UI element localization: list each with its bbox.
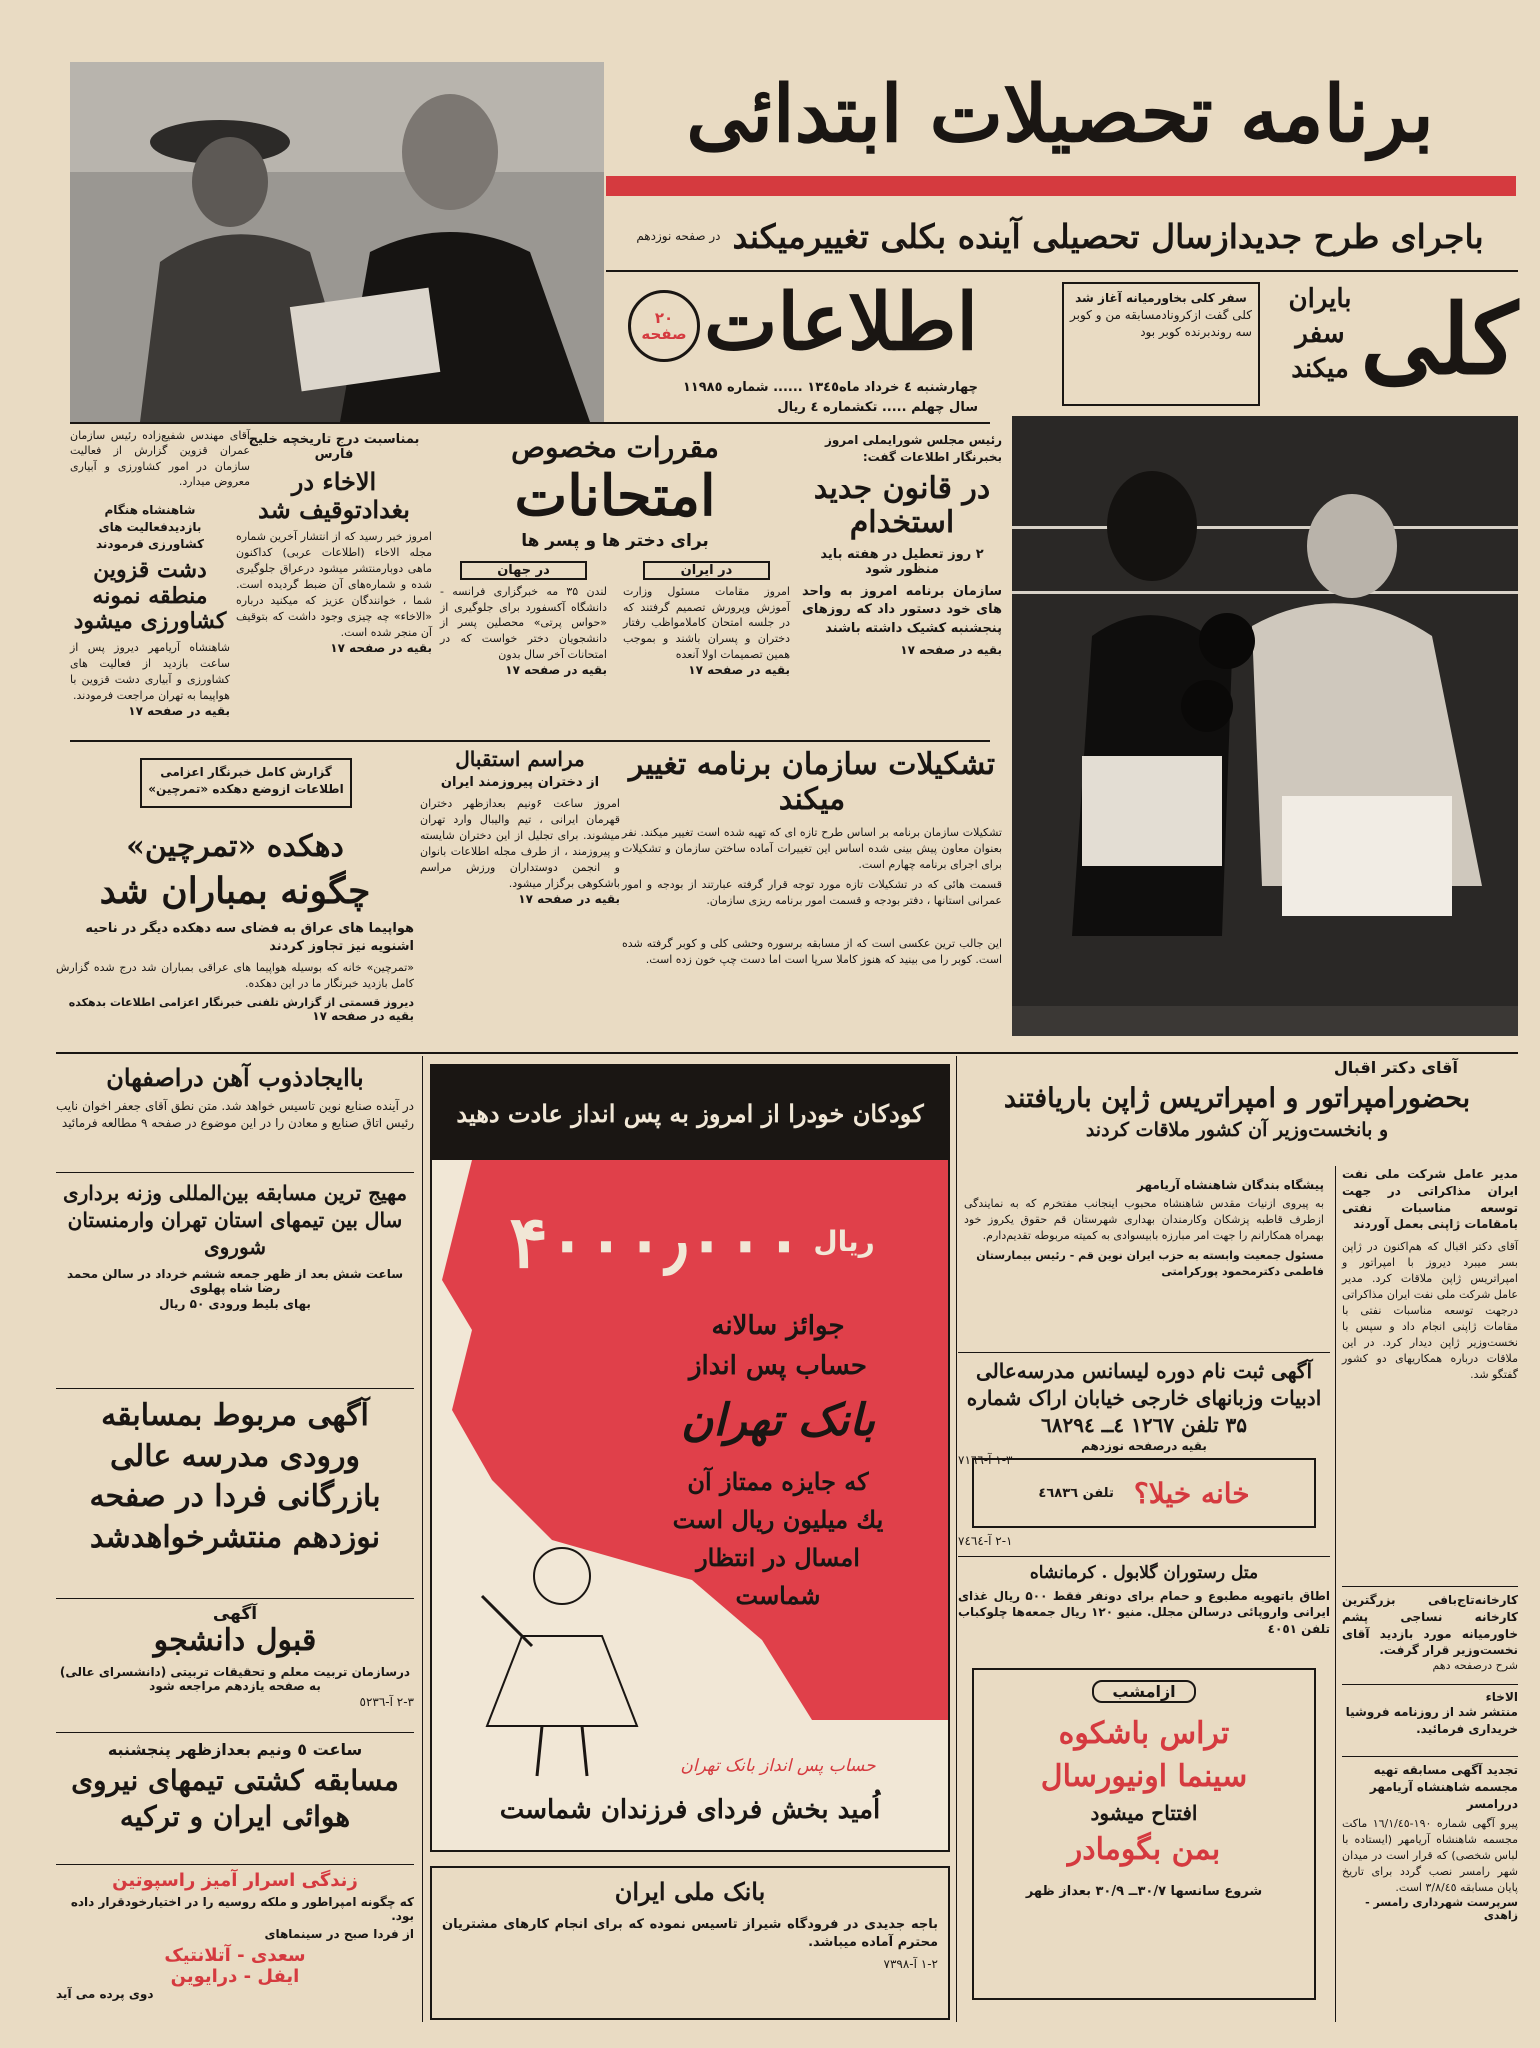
exams-title-top: مقررات مخصوص — [511, 431, 719, 464]
divider — [1342, 1756, 1518, 1757]
employment-title: در قانون جدید استخدام — [813, 470, 991, 541]
bank-ad-brand: بانک تهران — [681, 1395, 875, 1446]
emperor-kicker: آقای دکتر اقبال — [1333, 1058, 1458, 1077]
reception-body: امروز ساعت ۶ونیم بعدازظهر دختران قهرمان ایرانی ، تیم والیبال وارد تهران میشوند. برای تجلیل از این دختران شایسته و پیروزمند ، از طرف مجله اطلاعات بانوان و انجمن دوستداران ورزش مراسم باشکوهی برگزار میشود. — [420, 797, 620, 890]
continued-note: بقیه در صفحه ۱۷ — [505, 663, 607, 678]
tamarchin-bullet1: هواپیما های عراق به فضای سه دهکده دیگر در ناحیه اشنویه نیز تجاوز کردند — [85, 920, 414, 955]
motel-body: اطاق باتهویه مطبوع و حمام برای دونفر فقط ۵۰۰ ریال غذای ایرانی واروپائی درسالن مجلل. منیو ۱۲۰ ریال جمعه‌ها چلوکباب تلفن ٤٠٥۱ — [958, 1588, 1330, 1637]
statue-title: تجدید آگهی مسابقه تهیه مجسمه شاهنشاه آریامهر دررامسر — [1369, 1763, 1518, 1811]
column-rule — [1335, 1166, 1336, 2022]
bank-tehran-ad — [430, 1064, 950, 1852]
alekha-side-body: منتشر شد از روزنامه فروشیا خریداری فرمائید. — [1345, 1705, 1518, 1736]
tamarchin-body: «تمرچین» خانه که بوسیله هواپیما های عراقی بمباران شد درج شده گزارش کامل بازدید خبرنگار ما در این دهکده. — [56, 961, 414, 991]
bank-ad-currency: ریال — [813, 1224, 875, 1258]
exams-iran-body: امروز مقامات مسئول وزارت آموزش وپرورش تصمیم گرفتند که در جلسه امتحان کاملامواظب رفتار دختران و پسران باشند و بموجب همین تصمیمات اولا آنعده — [623, 584, 790, 662]
license-title: آگهی ثبت نام دوره لیسانس مدرسه‌عالی ادبیات وزبانهای خارجی خیابان اراک شماره ۳۵ تلفن ۱۲٦۷ ٤ــ ٦۸۲۹٤ — [966, 1359, 1322, 1437]
weightlifting-story — [56, 1180, 414, 1330]
alekha-title: الاخاء در بغدادتوقیف شد — [258, 467, 410, 524]
rasputin-ad — [56, 1870, 414, 2020]
melli-code: ۱-۲ آ-۷۳۹۸ — [883, 1957, 938, 1972]
exams-world-body: لندن ۳۵ مه خبرگزاری فرانسه - دانشگاه آکسفورد برای جلوگیری از «حواس پرتی» محصلین پسر از دانشجویان دختر خواست که در امتحانات آخر سال بدون — [440, 584, 607, 662]
employment-story — [802, 432, 1002, 732]
plan-org-title: تشکیلات سازمان برنامه تغییر میکند — [628, 747, 996, 817]
motel-title: متل رستوران گلابول . کرمانشاه — [1029, 1563, 1259, 1583]
tamarchin-title2: چگونه بمباران شد — [99, 869, 371, 912]
bank-melli-ad — [430, 1866, 950, 2020]
tamarchin-title1: دهکده «تمرچین» — [126, 829, 344, 864]
statue-body: پیرو آگهی شماره ۱۹۰-۱٦/۱/٤٥ ماکت مجسمه شاهنشاه آریامهر (ایستاده با لباس شخصی) که قرار است در میدان شهر رامسر نصب گردد برای تاریخ پایان مسابقه ۳/۸/٤٥ است. — [1342, 1817, 1518, 1895]
continued-note: بقیه در صفحه ۱۷ — [128, 704, 230, 719]
kelly-title: کلی — [1360, 283, 1518, 396]
boxing-photo — [1012, 416, 1518, 1036]
rasputin-body2: از فردا صبح در سینماهای — [264, 1927, 414, 1941]
admission-body: درسازمان تربیت معلم و تحقیقات تربیتی (دانشسرای عالی) به صفحه یازدهم مراجعه شود — [59, 1664, 411, 1693]
hospital-sign: مسئول جمعیت وابسته به حزب ایران نوین قم - رئیس بیمارستان فاطمی دکترمحمود پورکرامتی — [976, 1248, 1324, 1278]
exams-tab-iran: در ایران — [643, 561, 770, 580]
kelly-box-text: کلی گفت ازکرونادمسابقه من و کوبر سه روندبرنده کوبر بود — [1070, 307, 1252, 339]
qazvin-kicker: شاهنشاه هنگام بازدیدفعالیت های کشاورزی فرمودند — [95, 503, 205, 551]
divider — [70, 740, 990, 742]
tonight-line3: افتتاح میشود — [1090, 1801, 1198, 1825]
alekha-kicker: بمناسبت درج تاریخچه خلیج فارس — [248, 432, 420, 462]
continued-note: بقیه در صفحه ۱۷ — [688, 663, 790, 678]
emperor-subtitle: و بانخست‌وزیر آن کشور ملاقات کردند — [1085, 1119, 1389, 1142]
reception-subtitle: از دختران پیروزمند ایران — [440, 775, 600, 790]
weightlifting-price: بهای بلیط ورودی ۵۰ ریال — [159, 1297, 311, 1311]
boxing-photo-caption: این جالب ترین عکسی است که از مسابقه برسوره وحشی کلی و کوبر گرفته شده است. کوبر را می بینید که هنوز کاملا سرپا است اما دست چپ خون زده است. — [622, 937, 1002, 966]
bank-ad-banner: کودکان خودرا از امروز به پس انداز عادت دهید — [432, 1066, 948, 1160]
admission-kicker: آگهی — [212, 1604, 258, 1624]
top-photo — [70, 62, 604, 422]
qazvin-title: دشت قزوین منطقه نمونه کشاورزی میشود — [73, 557, 227, 634]
divider — [56, 1388, 414, 1389]
reception-title: مراسم استقبال — [455, 747, 585, 771]
emperor-title: بحضورامپراتور و امپراتریس ژاپن باریافتند — [1003, 1083, 1471, 1114]
bank-ad-amount: ۴۰۰۰٫۰۰۰ — [509, 1198, 804, 1284]
rasputin-note: دوی پرده می آید — [56, 1987, 154, 2001]
continued-note: بقیه در صفحه ۱۷ — [312, 1009, 414, 1024]
melli-title: بانک ملی ایران — [614, 1877, 766, 1906]
continued-note: بقیه در صفحه ۱۷ — [518, 891, 620, 906]
exams-story — [440, 432, 790, 732]
plan-org-body: تشکیلات سازمان برنامه بر اساس طرح تازه ای که تهیه شده است تغییر میکند. نفر بعنوان معاون پیش بینی شده اساس این تغییرات آماده ساختن سازمان و تشکیلات برای اجرای برنامه چهارم است. — [622, 826, 1002, 871]
column-rule — [422, 1056, 423, 2022]
continued-note: بقیه در صفحه ۱۷ — [900, 643, 1002, 658]
continued-note: بقیه در صفحه ۱۷ — [330, 640, 432, 655]
headline-red-bar — [606, 176, 1516, 196]
masthead — [610, 278, 978, 418]
khaneh-ad — [972, 1458, 1316, 1528]
bank-ad-line2: حساب پس انداز — [688, 1351, 868, 1381]
bank-ad-prize2: یك میلیون ریال است — [672, 1505, 884, 1534]
kelly-box — [1062, 282, 1260, 406]
divider — [56, 1732, 414, 1733]
dateline: چهارشنبه ٤ خرداد ماه۱۳٤٥ ...... شماره ۱۱۹۸٥ — [682, 380, 978, 395]
nasaji-continued: شرح درصفحه دهم — [1432, 1659, 1518, 1673]
employment-kicker: رئیس مجلس شورایملی امروز بخبرنگار اطلاعات گفت: — [824, 433, 1002, 464]
alekha-side — [1342, 1690, 1518, 1760]
alekha-side-title: الاخاء — [1485, 1690, 1518, 1704]
admission-ad — [56, 1604, 414, 1724]
admission-title: قبول دانشجو — [153, 1623, 317, 1658]
bank-ad-prize1: که جایزه ممتاز آن — [687, 1467, 869, 1496]
admission-code: ۲-۳ آ-٥۲۳٦ — [359, 1694, 414, 1709]
alekha-body: امروز خبر رسید که از انتشار آخرین شماره مجله الاخاء (اطلاعات عربی) کداکنون ماهی دوبارمنتشر میشود درعراق جلوگیری شده و شماره‌های آن ضبط گردیده است. شما ، خوانندگان عزیز که میکنید درباره «الاخاء» چه چیزی وجود داشت که بتوقیف آن منجر شده است. — [236, 530, 432, 639]
tonight-ad — [972, 1668, 1316, 2000]
bank-ad-amount-row — [472, 1186, 912, 1296]
license-code: ۱-۳ آ-۷۱٦٦ — [958, 1453, 1013, 1467]
nasaji-text: کارخانه‌تاج‌بافی بزرگترین کارخانه نساجی پشم خاورمیانه مورد بازدید آقای نخست‌وزیر قرار گرفت. — [1342, 1593, 1518, 1658]
divider — [958, 1352, 1330, 1353]
statue-sign: سرپرست شهرداری رامسر - زاهدی — [1365, 1896, 1518, 1923]
divider — [56, 1172, 414, 1173]
tonight-line4: بمن بگومادر — [1067, 1832, 1221, 1867]
divider — [70, 422, 990, 424]
bank-ad-prize4: شماست — [735, 1581, 821, 1610]
year-line: سال چهلم ..... تکشماره ٤ ریال — [777, 400, 978, 415]
divider — [1342, 1586, 1518, 1587]
tonight-showtimes: شروع سانسها ۳۰/۷ــ ۳۰/۹ بعداز ظهر — [1025, 1883, 1263, 1899]
tamarchin-bullet2: دیروز قسمتی از گزارش تلفنی خبرنگار اعزامی اطلاعات بدهکده — [68, 996, 414, 1010]
hospital-letter — [958, 1172, 1330, 1352]
weightlifting-title: مهیج ترین مسابقه بین‌المللی وزنه برداری سال بین تیمهای استان تهران وارمنستان شوروی — [62, 1181, 408, 1259]
rasputin-title: زندگی اسرار آمیز راسپوتین — [112, 1870, 358, 1891]
license-continued: بقیه درصفحه نوزدهم — [1081, 1439, 1207, 1453]
wrestling-title: مسابقه کشتی تیمهای نیروی هوائی ایران و ترکیه — [71, 1764, 399, 1834]
rasputin-body: که چگونه امپراطور و ملکه روسیه را در اختیارخودقرار داده بود. — [70, 1895, 414, 1923]
column-rule — [956, 1056, 957, 2022]
kelly-box-title: سفر کلی بخاورمیانه آغاز شد — [1075, 291, 1247, 305]
khaneh-phone: تلفن ٤٦۸۳٦ — [1038, 1485, 1114, 1501]
isfahan-story — [56, 1064, 414, 1168]
kelly-side-title: بایران سفر میکند — [1288, 284, 1352, 385]
tamarchin-box: گزارش کامل خبرنگار اعزامی اطلاعات ازوضع دهکده «تمرچین» — [140, 758, 352, 808]
top-photo-caption: آقای مهندس شفیع‌زاده رئیس سازمان عمران قزوین گزارش از فعالیت سازمان در امور کشاورزی و آبیاری معروض میدارد. — [70, 429, 250, 489]
two-men-photo — [70, 62, 604, 422]
motel-ad — [958, 1564, 1330, 1654]
rasputin-cinemas1: سعدی - آتلانتیک — [164, 1945, 306, 1966]
divider — [606, 270, 1518, 272]
employment-body: سازمان برنامه امروز به واحد های خود دستور داد که روزهای پنجشنبه کشیک داشته باشند — [802, 583, 1002, 637]
khaneh-brand: خانه خیلا؟ — [1133, 1476, 1250, 1510]
bank-ad-prize3: امسال در انتظار — [696, 1543, 860, 1572]
bank-ad-line1: جوائز سالانه — [711, 1311, 845, 1341]
headline-ref: در صفحه نوزدهم — [636, 229, 721, 243]
rasputin-cinemas2: ایفل - درایوین — [170, 1966, 300, 1987]
oil-side-column — [1342, 1166, 1518, 1586]
commerce-ad: آگهی مربوط بمسابقه ورودی مدرسه عالی بازرگانی فردا در صفحه نوزدهم منتشرخواهدشد — [89, 1398, 381, 1555]
boxing-match-photo — [1012, 416, 1518, 1036]
divider — [56, 1052, 1518, 1054]
pages-badge: ۲۰ صفحه — [628, 290, 700, 362]
wrestling-kicker: ساعت ٥ ونیم بعدازظهر پنجشنبه — [107, 1740, 363, 1759]
bank-ad-footer: اُمید بخش فردای فرزندان شماست — [499, 1795, 881, 1825]
khaneh-code: ۲-۱ آ-۷٤٦٤ — [958, 1534, 1013, 1548]
tonight-line2: سینما اونیورسال — [1040, 1758, 1248, 1794]
isfahan-body: در آینده صنایع نوین تاسیس خواهد شد. متن نطق آقای جعفر اخوان نایب رئیس اتاق صنایع و معادن را در این موضوع در صفحه ۹ مطالعه فرمائید — [56, 1098, 414, 1130]
employment-lead: ۲ روز تعطیل در هفته باید منظور شود — [820, 546, 984, 577]
girl-illustration — [472, 1536, 652, 1786]
tonight-line1: تراس باشکوه — [1058, 1716, 1230, 1751]
divider — [56, 1598, 414, 1599]
reception-story — [420, 748, 620, 1088]
tamarchin-story — [56, 830, 414, 1070]
headline-subtitle-row — [600, 206, 1520, 266]
emperor-headline — [956, 1058, 1518, 1168]
main-headline: برنامه تحصیلات ابتدائی — [686, 69, 1434, 160]
hospital-body: به پیروی ازنیات مقدس شاهنشاه محبوب اینجانب مفتخرم که به نمایندگی ازطرف قاطبه پزشکان وکارمندان بهداری شهرستان قم حقوق یکروز خود بهمراه همکارانم را جهت امر مبارزه بابیسوادی به کمیته مربوطه تقدیم‌دارم. — [964, 1197, 1324, 1242]
divider — [1342, 1684, 1518, 1685]
plan-org-body2: قسمت هائی که در تشکیلات تازه مورد توجه قرار گرفته عبارتند از بودجه و امور عمرانی استانها ، دفتر بودجه و قسمت امور برنامه ریزی سازمان. — [622, 877, 1002, 907]
qazvin-story — [70, 502, 230, 772]
nasaji-story — [1342, 1592, 1518, 1678]
exams-title-main: امتحانات — [514, 463, 716, 530]
bank-ad-small: حساب پس انداز بانک تهران — [680, 1756, 876, 1776]
masthead-logo: اطلاعات — [703, 277, 978, 368]
divider — [958, 1556, 1330, 1557]
statue-ad — [1342, 1762, 1518, 2022]
melli-body: باجه جدیدی در فرودگاه شیراز تاسیس نموده که برای انجام کارهای مشتریان محترم آماده میباشد. — [442, 1916, 938, 1951]
hospital-title: پیشگاه بندگان شاهنشاه آریامهر — [1137, 1178, 1324, 1192]
isfahan-title: باایجادذوب آهن دراصفهان — [106, 1063, 364, 1092]
divider — [56, 1864, 414, 1865]
emperor-body: آقای دکتر اقبال که هم‌اکنون در ژاپن بسر میبرد دیروز با امپراتور و امپراتریس ژاپن ملاقات کرد. مدیر عامل شرکت ملی نفت ایران مذاکراتی درجهت توسعه مناسبات نفتی با مقامات ژاپنی انجام داد و سپس با نخست‌وزیر ژاپن دیدار کرد. در این ملاقات درباره همکاریهای دو کشور گفتگو شد. — [1342, 1240, 1518, 1381]
exams-subtitle: برای دختر ها و پسر ها — [521, 530, 709, 551]
weightlifting-body: ساعت شش بعد از ظهر جمعه ششم خرداد در سالن محمد رضا شاه پهلوی — [66, 1267, 404, 1295]
oil-side-title: مدیر عامل شرکت ملی نفت ایران مذاکراتی در جهت توسعه مناسبات نفتی بامقامات ژاپنی بعمل آوردند — [1342, 1167, 1518, 1232]
exams-tab-world: در جهان — [460, 561, 587, 580]
headline-subtitle: باجرای طرح جدیدازسال تحصیلی آینده بکلی تغییرمیکند — [732, 216, 1484, 256]
qazvin-body: شاهنشاه آریامهر دیروز پس از ساعت بازدید از فعالیت های کشاورزی و آبیاری دشت قزوین با هواپیما به تهران مراجعت فرمودند. — [70, 641, 230, 703]
wrestling-story — [56, 1740, 414, 1860]
alekha-story — [236, 432, 432, 732]
tonight-tag: ازامشب — [1092, 1680, 1196, 1703]
